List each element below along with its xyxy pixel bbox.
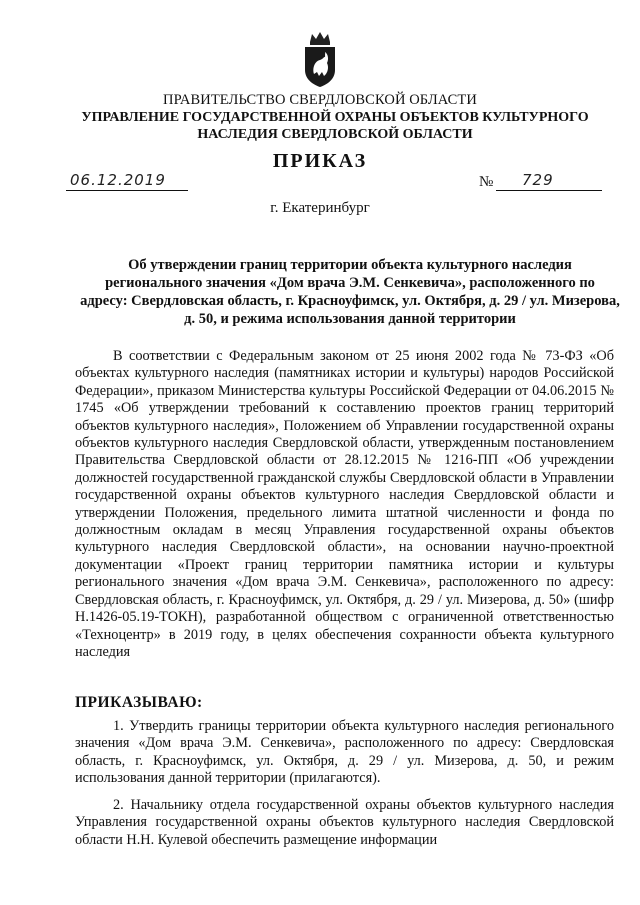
order-heading: ПРИКАЗЫВАЮ:: [75, 694, 203, 711]
order-title: ПРИКАЗ: [272, 150, 368, 172]
order-number-field: [496, 172, 602, 191]
city: г. Екатеринбург: [270, 200, 370, 216]
department-name: УПРАВЛЕНИЕ ГОСУДАРСТВЕННОЙ ОХРАНЫ ОБЪЕКТОВ КУЛЬТУРНОГО НАСЛЕДИЯ СВЕРДЛОВСКОЙ ОБЛАСТИ: [81, 110, 589, 142]
order-subject: Об утверждении границ территории объекта культурного наследия регионального значения «Дом врача Э.М. Сенкевича», расположенного по адресу: Свердловская область, г. Красноуфимск, ул. Октября, д. 29 / ул. Мизерова, д. 50, и режима использования данной территории: [80, 257, 620, 327]
preamble-paragraph: В соответствии с Федеральным законом от 25 июня 2002 года № 73-ФЗ «Об объектах культурного наследия (памятниках истории и культуры) народов Российской Федерации», приказом Министерства культуры Российской Федерации от 04.06.2015 № 1745 «Об утверждении требований к составлению проектов границ территорий объектов культурного наследия», Положением об Управлении государственной охраны объектов культурного наследия Свердловской области, утвержденным постановлением Правительства Свердловской области от 28.12.2015 № 1216-ПП «Об учреждении должностей государственной гражданской службы Свердловской области в Управлении государственной охраны объектов культурного наследия Свердловской области и утверждении Положения, предельного лимита штатной численности и фонда по должностным окладам в месяц Управления государственной охраны объектов культурного наследия Свердловской области», на основании научно-проектной документации «Проект границ территории памятника истории и культуры регионального значения «Дом врача Э.М. Сенкевича», расположенного по адресу: Свердловская область, г. Красноуфимск, ул. Октября, д. 29 / ул. Мизерова, д. 50» (шифр Н.1426-05.19-ТОКН), разработанной обществом с ограниченной ответственностью «Техноцентр» в 2019 году, в целях обеспечения сохранности объекта культурного наследия: [75, 348, 614, 660]
order-number-label: №: [479, 174, 494, 190]
order-date-field: [66, 172, 188, 191]
order-item-1: 1. Утвердить границы территории объекта культурного наследия регионального значения «Дом врача Э.М. Сенкевича», расположенного по адресу: Свердловская область, г. Красноуфимск, ул. Октября, д. 29 / ул. Мизерова, д. 50, и режим использования данной территории (прилагаются).: [75, 718, 614, 787]
order-number: 729: [522, 171, 554, 189]
order-item-2: 2. Начальнику отдела государственной охраны объектов культурного наследия Управления государственной охраны объектов культурного наследия Свердловской области Н.Н. Кулевой обеспечить размещение информации: [75, 797, 614, 848]
coat-of-arms-icon: [302, 30, 338, 88]
order-date: 06.12.2019: [70, 171, 166, 189]
government-name: ПРАВИТЕЛЬСТВО СВЕРДЛОВСКОЙ ОБЛАСТИ: [163, 92, 477, 108]
